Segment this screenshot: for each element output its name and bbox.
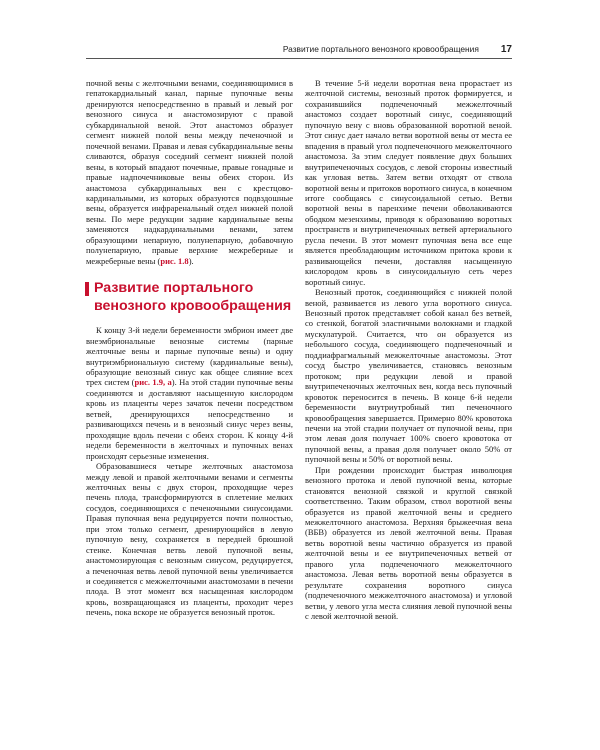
section-heading-text: Развитие портального венозного кровообращения <box>94 280 292 314</box>
section-heading <box>86 280 293 315</box>
paragraph <box>86 325 293 461</box>
right-column <box>305 78 512 622</box>
paragraph-text: К концу 3-й недели беременности эмбрион имеет две внеэмбриональные венозные системы (парные желточные вены и парные пупочные вены) и одну внутриэмбриональную систему (кардинальные вены), образующие венозный синус как общее слияние всех трех систем ( <box>86 325 293 388</box>
paragraph <box>86 78 293 266</box>
running-title: Развитие портального венозного кровообращения <box>282 44 479 54</box>
page-number: 17 <box>500 44 512 55</box>
paragraph: Образовавшиеся четыре желточных анастомоза между левой и правой желточными венами и сегменты желточных вены с двух сторон, проходящие через печень плода, трансформируются в сплетение мелких сосудов, соединяющихся с печеночными синусоидами. Правая пупочная вена редуцируется почти полностью, при этом только сегмент, дренирующийся в левую пупочную вену, сохраняется в передней брюшной стенке. Конечная ветвь левой пупочной вены, анастомозирующая с венозным синусом, редуцируется, а печеночная ветвь левой пупочной вены увеличивается и соединяется с межжелточными анастомозами в печени плода. В этот момент вся насыщенная кислородом кровь, возвращающаяся из плаценты, проходит через печень, пока вскоре не образуется венозный проток. <box>86 461 293 618</box>
paragraph-text: ). На этой стадии пупочные вены соединяются и доставляют насыщенную кислородом кровь из плаценты через зачаток печени посредством ветвей, дренирующихся непосредственно и развивающихся печень и в венозный синус через вены, проходящие вдоль печени с обеих сторон. К концу 4-й недели беременности в желточных и пупочных венах происходят серьезные изменения. <box>86 377 293 461</box>
left-column <box>86 78 293 618</box>
header-rule <box>86 58 512 59</box>
paragraph: В течение 5-й недели воротная вена прорастает из желточной системы, венозный проток формируется, и сохранившийся подпеченочный межжелточный анастомоз создает воротный синус, соединяющий пупочную вену с вновь образованной воротной веной. Этот синус дает начало ветви воротной вены от места ее впадения в правый угол подпеченочного межжелточного анастомоза. За этим следует появление двух больших внутрипеченочных сосудов, с левой стороны известный как угловая ветвь. Затем ветви отходят от ствола воротной вены и притоков воротного синуса, в конечном итоге сообщаясь с синусоидальной сетью. Ветви воротной вены в паренхиме печени обволакиваются ободком мезенхимы, приводя к образованию воротных пространств и внутрипеченочных ветвей артериального русла печени. В этот момент пупочная вена все еще является преобладающим источником притока крови к развивающейся печени, доставляя насыщенную кислородом кровь в синусоидальную сеть через воротный синус. <box>305 78 512 287</box>
paragraph-text: ). <box>188 255 194 266</box>
heading-marker-bar <box>85 282 89 296</box>
paragraph: Венозный проток, соединяющийся с нижней полой веной, развивается из левого угла воротного синуса. Венозный проток представляет собой канал без ветвей, со стенкой, богатой эластичными волокнами и гладкой мускулатурой. Считается, что он образуется из небольшого сосуда, соединяющего подпеченочный и поддиафрагмальный межжелточные анастомозы. Этот сосуд быстро увеличивается, становясь венозным протоком; при редукции левой и правой внутрипеченочных желточных вен, когда весь пупочный кровоток переносится в печень. В конце 6-й недели беременности внутриутробный тип печеночного кровообращения завершается. Примерно 80% кровотока печени на этой стадии получает от пупочной вены, при этом левая доля получает 100% своего кровотока от пупочной вены, а правая доля получает около 50% от пупочной вены и 50% от воротной вены. <box>305 287 512 465</box>
figure-reference[interactable]: рис. 1.8 <box>160 255 189 266</box>
paragraph-text: почной вены с желточными венами, соединяющимися в гепатокардиальный канал, парные пупочные вены дренируются непосредственно в правый и левый рог венозного синуса и анастомозируют с правой субкардинальной веной. Этот анастомоз образует сегмент нижней полой вены между печеночной и почечной венами. Правая и левая субкардинальные вены сливаются, образуя соседний сегмент нижней полой вены, в который впадают почечные, правые гонадные и правые надпочечниковые вены обеих сторон. Из анастомоза субкардинальных вен с крестцово-кардинальными, из которых образуются подвздошные вены, образуется инфраренальный отдел нижней полой вены. По мере редукции задние кардинальные вены заменяются надкардинальными венами, затем образующими непарную, полунепарную, добавочную полунепарную, правые верхние межреберные и межреберные вены ( <box>86 78 293 266</box>
running-head <box>86 44 512 55</box>
figure-reference[interactable]: рис. 1.9, а <box>134 377 172 388</box>
paragraph: При рождении происходит быстрая инволюция венозного протока и левой пупочной вены, которые становятся венозной связкой и круглой связкой соответственно. Таким образом, ствол воротной вены образуется из правой желточной вены и среднего межжелточного анастомоза. Верхняя брыжеечная вена (ВБВ) образуется из левой желточной вены. Правая ветвь воротной вены частично образуется из правой желточной вены и ее внутрипеченочных ветвей от правого угла подпеченочного межжелточного анастомоза. Левая ветвь воротной вены образуется в результате сохранения воротного синуса (подпеченочного межжелточного анастомоза) и угловой ветви, у левого угла места слияния левой пупочной вены с левой желточной веной. <box>305 464 512 622</box>
